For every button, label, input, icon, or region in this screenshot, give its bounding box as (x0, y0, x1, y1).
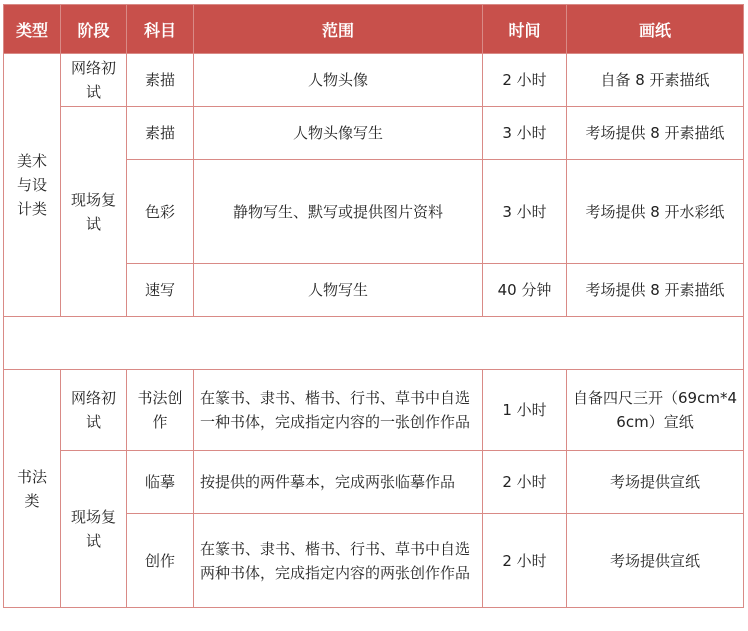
time-cell: 40 分钟 (483, 264, 567, 317)
header-stage: 阶段 (61, 5, 127, 54)
scope-cell: 在篆书、隶书、楷书、行书、草书中自选一种书体，完成指定内容的一张创作作品 (194, 370, 483, 451)
header-row (4, 5, 744, 54)
time-cell: 3 小时 (483, 107, 567, 160)
scope-cell: 静物写生、默写或提供图片资料 (194, 160, 483, 264)
time-cell: 2 小时 (483, 451, 567, 514)
time-cell: 2 小时 (483, 514, 567, 608)
separator-cell (4, 317, 744, 370)
header-scope: 范围 (194, 5, 483, 54)
subject-cell: 书法创作 (127, 370, 194, 451)
paper-cell: 考场提供宣纸 (567, 451, 744, 514)
time-cell: 3 小时 (483, 160, 567, 264)
separator-row (4, 317, 744, 370)
stage-cell: 现场复试 (61, 451, 127, 608)
subject-cell: 色彩 (127, 160, 194, 264)
paper-cell: 自备四尺三开（69cm*46cm）宣纸 (567, 370, 744, 451)
time-cell: 1 小时 (483, 370, 567, 451)
subject-cell: 创作 (127, 514, 194, 608)
type-cell: 书法类 (4, 370, 61, 608)
scope-cell: 按提供的两件摹本，完成两张临摹作品 (194, 451, 483, 514)
stage-cell: 现场复试 (61, 107, 127, 317)
subject-cell: 素描 (127, 107, 194, 160)
table-row (4, 107, 744, 160)
paper-cell: 考场提供 8 开素描纸 (567, 264, 744, 317)
header-paper: 画纸 (567, 5, 744, 54)
scope-cell: 在篆书、隶书、楷书、行书、草书中自选两种书体，完成指定内容的两张创作作品 (194, 514, 483, 608)
paper-cell: 考场提供 8 开水彩纸 (567, 160, 744, 264)
header-type: 类型 (4, 5, 61, 54)
paper-cell: 考场提供 8 开素描纸 (567, 107, 744, 160)
stage-cell: 网络初试 (61, 370, 127, 451)
type-cell: 美术与设计类 (4, 54, 61, 317)
time-cell: 2 小时 (483, 54, 567, 107)
subject-cell: 素描 (127, 54, 194, 107)
scope-cell: 人物头像写生 (194, 107, 483, 160)
header-subject: 科目 (127, 5, 194, 54)
table-row (4, 370, 744, 451)
header-time: 时间 (483, 5, 567, 54)
subject-cell: 临摹 (127, 451, 194, 514)
paper-cell: 考场提供宣纸 (567, 514, 744, 608)
scope-cell: 人物写生 (194, 264, 483, 317)
scope-cell: 人物头像 (194, 54, 483, 107)
paper-cell: 自备 8 开素描纸 (567, 54, 744, 107)
table-row (4, 451, 744, 514)
stage-cell: 网络初试 (61, 54, 127, 107)
table-row (4, 54, 744, 107)
subject-cell: 速写 (127, 264, 194, 317)
exam-schedule-table (3, 4, 744, 608)
